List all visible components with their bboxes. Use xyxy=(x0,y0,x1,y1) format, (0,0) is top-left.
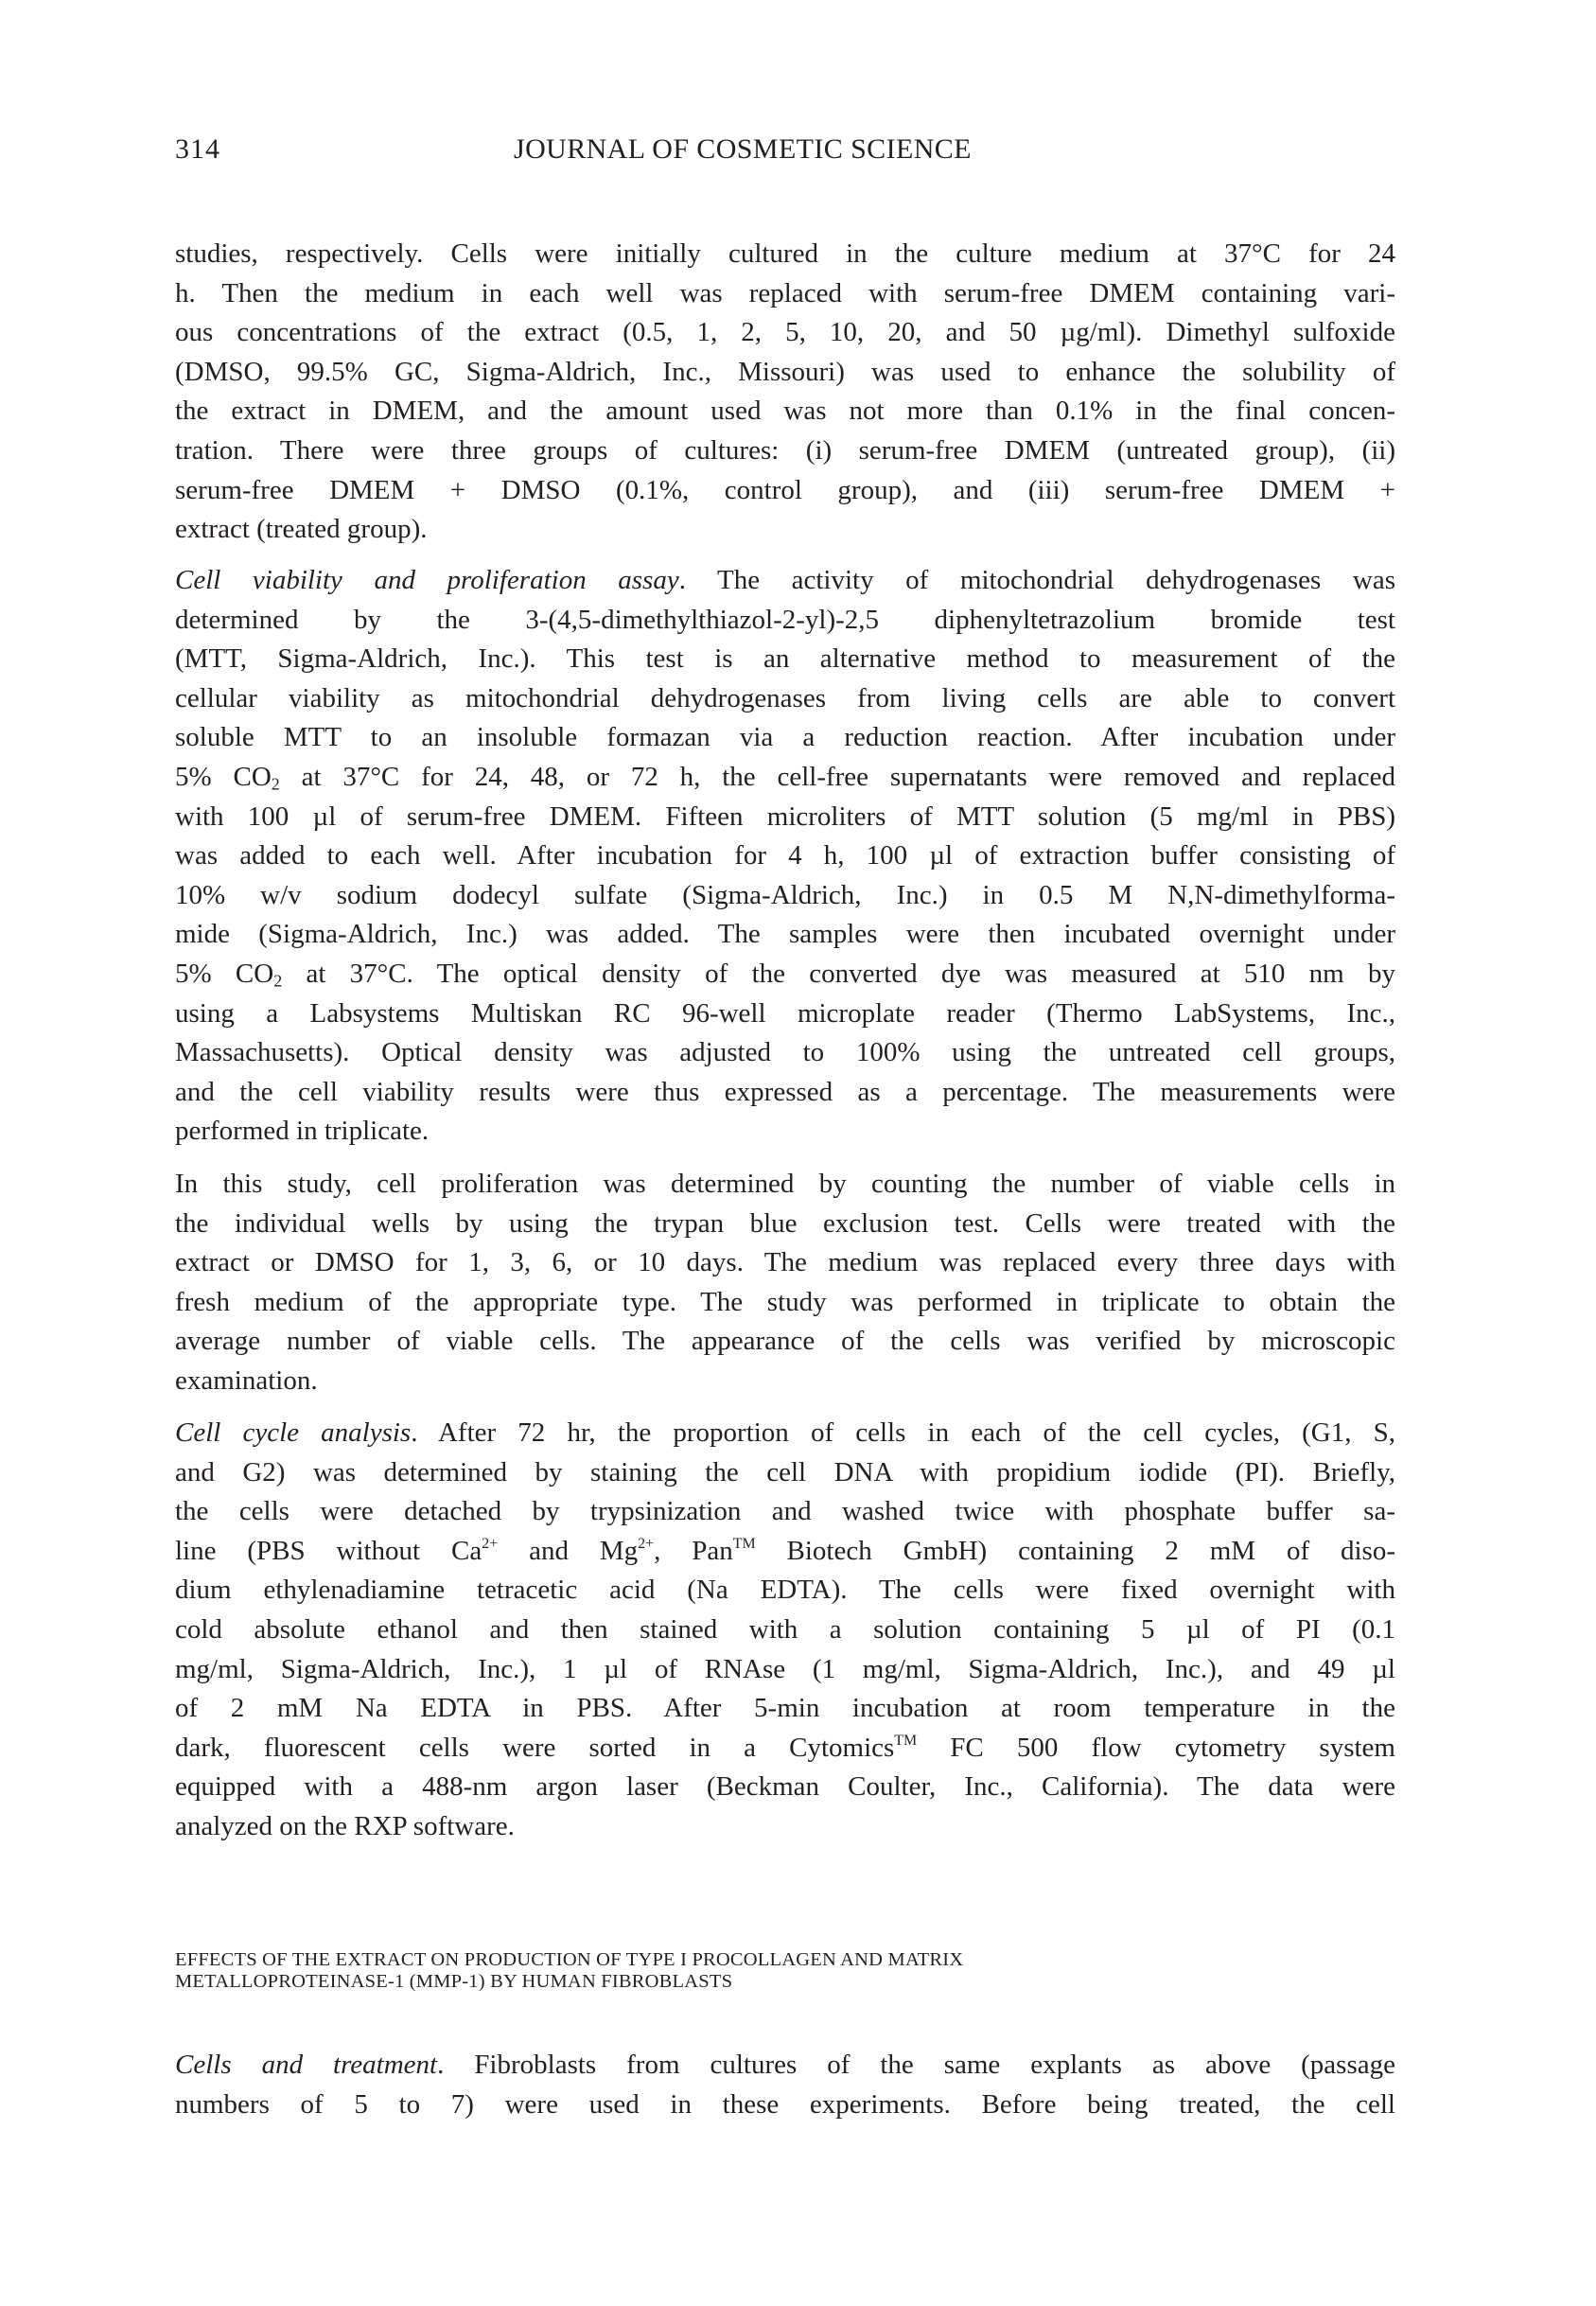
text-line xyxy=(175,995,1395,1034)
text-run: In this study, cell proliferation was determined by counting the number of viable cells in xyxy=(175,1169,1395,1199)
paragraph-culture-conditions xyxy=(175,235,1395,550)
text-line xyxy=(175,1165,1395,1205)
text-line xyxy=(175,1650,1395,1690)
text-run: 5% CO xyxy=(175,761,272,792)
section-heading-line: METALLOPROTEINASE-1 (MMP-1) BY HUMAN FIBROBLASTS xyxy=(175,1971,733,1992)
subscript: 2 xyxy=(273,971,283,991)
text-line xyxy=(175,718,1395,758)
text-line xyxy=(175,1689,1395,1729)
text-run: mide (Sigma-Aldrich, Inc.) was added. The samples were then incubated overnight under xyxy=(175,919,1395,950)
text-run: serum-free DMEM + DMSO (0.1%, control group), and (iii) serum-free DMEM + xyxy=(175,474,1395,505)
text-line xyxy=(175,235,1395,274)
text-line xyxy=(175,1571,1395,1611)
text-run: (DMSO, 99.5% GC, Sigma-Aldrich, Inc., Missouri) was used to enhance the solubility of xyxy=(175,356,1395,387)
section-heading-line: EFFECTS OF THE EXTRACT ON PRODUCTION OF TYPE I PROCOLLAGEN AND MATRIX xyxy=(175,1949,964,1970)
text-line xyxy=(175,510,1395,550)
text-run: mg/ml, Sigma-Aldrich, Inc.), 1 µl of RNAse (1 mg/ml, Sigma-Aldrich, Inc.), and 49 µl xyxy=(175,1653,1395,1684)
text-line xyxy=(175,274,1395,314)
text-line xyxy=(175,1453,1395,1493)
superscript: TM xyxy=(732,1535,756,1552)
text-run: . The activity of mitochondrial dehydrogenases was xyxy=(678,565,1396,595)
text-line xyxy=(175,1729,1395,1769)
text-run: . Fibroblasts from cultures of the same explants as above (passage xyxy=(437,2050,1395,2080)
text-run: cold absolute ethanol and then stained with a solution containing 5 µl of PI (0.1 xyxy=(175,1613,1395,1645)
text-run: dium ethylenadiamine tetracetic acid (Na EDTA). The cells were fixed overnight with xyxy=(175,1575,1395,1606)
run-in-heading: Cells and treatment xyxy=(175,2050,438,2080)
text-run: equipped with a 488-nm argon laser (Beckman Coulter, Inc., California). The data were xyxy=(175,1771,1395,1803)
superscript: 2+ xyxy=(638,1535,655,1552)
text-run: . After 72 hr, the proportion of cells in each of the cell cycles, (G1, S, xyxy=(411,1417,1395,1448)
text-line xyxy=(175,1033,1395,1073)
text-run: using a Labsystems Multiskan RC 96-well microplate reader (Thermo LabSystems, Inc., xyxy=(175,997,1395,1029)
text-run: analyzed on the RXP software. xyxy=(175,1810,515,1841)
text-run: , Pan xyxy=(654,1535,733,1566)
text-line xyxy=(175,561,1395,601)
text-line xyxy=(175,601,1395,641)
text-line xyxy=(175,758,1395,798)
text-line xyxy=(175,2086,1395,2125)
text-line xyxy=(175,313,1395,353)
text-run: was added to each well. After incubation for 4 h, 100 µl of extraction buffer consisting of xyxy=(175,840,1395,871)
text-line xyxy=(175,1768,1395,1807)
text-run: (MTT, Sigma-Aldrich, Inc.). This test is an alternative method to measurement of the xyxy=(175,643,1395,675)
text-run: studies, respectively. Cells were initially cultured in the culture medium at 37°C for 24 xyxy=(175,238,1395,269)
text-run: FC 500 flow cytometry system xyxy=(917,1732,1395,1763)
subscript: 2 xyxy=(271,774,280,794)
text-line xyxy=(175,640,1395,679)
paragraph-cell-proliferation xyxy=(175,1165,1395,1401)
paragraph-cells-and-treatment xyxy=(175,2046,1395,2124)
text-line xyxy=(175,1322,1395,1362)
section-heading xyxy=(175,1949,1216,1993)
text-run: average number of viable cells. The appearance of the cells was verified by microscopic xyxy=(175,1326,1395,1357)
text-line xyxy=(175,471,1395,511)
page-number: 314 xyxy=(175,133,220,165)
text-run: 10% w/v sodium dodecyl sulfate (Sigma-Aldrich, Inc.) in 0.5 M N,N-dimethylforma- xyxy=(175,879,1395,910)
text-run: soluble MTT to an insoluble formazan via a reduction reaction. After incubation under xyxy=(175,722,1395,753)
text-line xyxy=(175,836,1395,876)
paragraph-cell-viability-assay xyxy=(175,561,1395,1152)
superscript: TM xyxy=(894,1732,918,1749)
text-run: and Mg xyxy=(498,1535,639,1566)
text-line xyxy=(175,1414,1395,1453)
text-run: determined by the 3-(4,5-dimethylthiazol-2-yl)-2,5 diphenyltetrazolium bromide test xyxy=(175,604,1395,635)
text-run: the extract in DMEM, and the amount used was not more than 0.1% in the final concen- xyxy=(175,396,1395,427)
text-line xyxy=(175,798,1395,837)
text-run: numbers of 5 to 7) were used in these experiments. Before being treated, the cell xyxy=(175,2088,1395,2120)
text-line xyxy=(175,1243,1395,1283)
superscript: 2+ xyxy=(482,1535,499,1552)
text-run: line (PBS without Ca xyxy=(175,1535,482,1566)
text-run: the cells were detached by trypsinization and washed twice with phosphate buffer sa- xyxy=(175,1496,1395,1527)
text-line xyxy=(175,392,1395,431)
text-run: at 37°C for 24, 48, or 72 h, the cell-free supernatants were removed and replaced xyxy=(279,761,1395,792)
text-run: with 100 µl of serum-free DMEM. Fifteen microliters of MTT solution (5 mg/ml in PBS) xyxy=(175,801,1395,832)
run-in-heading: Cell viability and proliferation assay xyxy=(175,565,679,595)
running-head xyxy=(175,129,1395,170)
text-line xyxy=(175,876,1395,916)
text-line xyxy=(175,2046,1395,2086)
text-run: Biotech GmbH) containing 2 mM of diso- xyxy=(755,1535,1395,1566)
text-run: Massachusetts). Optical density was adjusted to 100% using the untreated cell groups, xyxy=(175,1037,1395,1068)
text-run: dark, fluorescent cells were sorted in a Cytomics xyxy=(175,1732,895,1763)
text-run: performed in triplicate. xyxy=(175,1116,430,1147)
text-line xyxy=(175,353,1395,393)
text-run: examination. xyxy=(175,1364,318,1396)
text-run: tration. There were three groups of cultures: (i) serum-free DMEM (untreated group), (ii) xyxy=(175,434,1395,466)
run-in-heading: Cell cycle analysis xyxy=(175,1417,412,1448)
text-run: extract (treated group). xyxy=(175,514,428,545)
text-line xyxy=(175,1492,1395,1532)
text-run: at 37°C. The optical density of the converted dye was measured at 510 nm by xyxy=(282,958,1395,989)
paragraph-cell-cycle-analysis xyxy=(175,1414,1395,1847)
text-line xyxy=(175,1112,1395,1152)
text-run: and G2) was determined by staining the cell DNA with propidium iodide (PI). Briefly, xyxy=(175,1456,1395,1487)
text-line xyxy=(175,431,1395,471)
text-run: the individual wells by using the trypan blue exclusion test. Cells were treated with the xyxy=(175,1207,1395,1239)
text-line xyxy=(175,1283,1395,1323)
text-line xyxy=(175,915,1395,955)
text-line xyxy=(175,1807,1395,1847)
text-run: ous concentrations of the extract (0.5, 1, 2, 5, 10, 20, and 50 µg/ml). Dimethyl sulfoxide xyxy=(175,317,1395,348)
text-line xyxy=(175,1532,1395,1572)
text-run: extract or DMSO for 1, 3, 6, or 10 days. The medium was replaced every three days with xyxy=(175,1247,1395,1278)
text-line xyxy=(175,955,1395,995)
text-run: cellular viability as mitochondrial dehydrogenases from living cells are able to convert xyxy=(175,682,1395,713)
text-line xyxy=(175,679,1395,719)
text-line xyxy=(175,1073,1395,1113)
text-run: and the cell viability results were thus expressed as a percentage. The measurements were xyxy=(175,1076,1395,1107)
text-run: fresh medium of the appropriate type. The study was performed in triplicate to obtain the xyxy=(175,1286,1395,1317)
text-run: h. Then the medium in each well was replaced with serum-free DMEM containing vari- xyxy=(175,277,1395,308)
journal-title: JOURNAL OF COSMETIC SCIENCE xyxy=(514,133,972,165)
text-run: of 2 mM Na EDTA in PBS. After 5-min incubation at room temperature in the xyxy=(175,1693,1395,1724)
text-line xyxy=(175,1611,1395,1650)
text-line xyxy=(175,1205,1395,1244)
text-line xyxy=(175,1362,1395,1401)
text-run: 5% CO xyxy=(175,958,274,989)
